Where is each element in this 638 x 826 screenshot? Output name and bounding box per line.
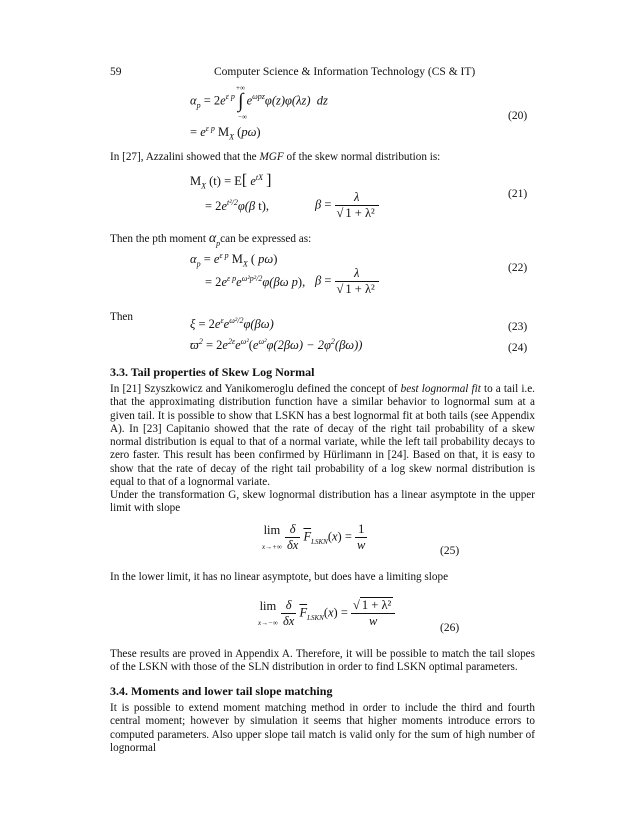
equation-23: $\xi = 2e^\varepsilon e^{\omega^2/2}\varphi(\beta\omega)$ xyxy=(190,316,274,332)
paragraph-lower-limit: In the lower limit, it has no linear asymptote, but does have a limiting slope xyxy=(110,571,449,583)
equation-20b: = $e^{\varepsilon p}$ $M_X$ (pω) xyxy=(190,124,261,142)
equation-22a: $\alpha_p = e^{\varepsilon p}$ $M_X$ ( pω) xyxy=(190,251,278,269)
equation-25: lim x→+∞ $\frac{\delta}{\delta x}$ $\overline{F}_{LSKN}(x)$ = $\frac{1}{w}$ xyxy=(262,522,366,552)
equation-number-25: (25) xyxy=(440,545,460,557)
text-run: In [27], Azzalini showed that the xyxy=(110,151,260,163)
integral-lower: −∞ xyxy=(238,113,247,121)
section-heading-3-4: 3.4. Moments and lower tail slope matching xyxy=(110,684,333,698)
equation-number-20: (20) xyxy=(508,110,528,122)
equation-number-22: (22) xyxy=(508,262,528,274)
text-run: In [21] Szyszkowicz and Yanikomeroglu defined the concept of xyxy=(110,383,401,395)
paragraph-tail-properties xyxy=(110,383,535,489)
equation-26: lim x→−∞ $\frac{\delta}{\delta x}$ $\overline{F}_{LSKN}(x)$ = $\frac{\text{√ 1 + λ²}}{w}$ xyxy=(258,598,395,629)
equation-21-beta: β = $\frac{\lambda}{\text{√ 1 + λ²}}$ xyxy=(315,190,379,221)
equation-21b: = $2e^{t^2/2}\varphi(\beta$ t), xyxy=(205,198,270,214)
paragraph-then: Then xyxy=(110,311,133,323)
section-heading-3-3: 3.3. Tail properties of Skew Log Normal xyxy=(110,365,315,379)
mgf-term: MGF xyxy=(259,151,284,163)
equation-number-23: (23) xyxy=(508,321,528,333)
paragraph-upper-limit: Under the transformation G, skew lognormal distribution has a linear asymptote in the upper limit with slope xyxy=(110,489,535,515)
equation-number-26: (26) xyxy=(440,622,460,634)
paragraph-moment-matching: It is possible to extend moment matching method in order to include the third and fourth central moment; however by simulation it seems that higher moments introduce errors to computed parameters. Also upper slope tail match is valid only for the sum of high number of lognormal xyxy=(110,702,535,754)
page-number: 59 xyxy=(110,66,122,78)
equation-24: $ϖ^2 = 2e^{2\varepsilon}e^{\omega^2}(e^{\omega^2}\varphi(2\beta\omega) - 2\varphi^2(\beta\omega))$ xyxy=(190,337,363,353)
equation-22b: = $2e^{\varepsilon p}e^{\omega^2p^2/2}\varphi(\beta\omega$ p), xyxy=(205,274,306,290)
text-run: to a tail i.e. that the approximating distribution function have a similar behavior to lognormal sum at a given tail. It is possible to show that LSKN has a best lognormal fit at both tails (see Appendix A). In [23] Capitanio showed that the rate of decay of the right tail probability of a skew normal distribution is equal to that of a normal variate, while the left tail probability decays to zero faster. This result has been confirmed by Hürlimann in [24]. Based on that, it is easy to show that the rate of decay of the right tail probability of a log skew normal distribution is equal to that of a lognormal variate. xyxy=(110,383,535,489)
equation-22-beta: β = $\frac{\lambda}{\text{√ 1 + λ²}}$ xyxy=(315,266,379,297)
best-lognormal-fit-term: best lognormal fit xyxy=(400,383,481,395)
paragraph-pth-moment: Then the pth moment $\alpha_pcan$ be expressed as: xyxy=(110,231,312,248)
equation-21a: $M_X$ (t) = E[ $e^{tX}$ ] xyxy=(190,172,272,191)
integral-icon: ∫ xyxy=(237,90,244,112)
paragraph-azzalini xyxy=(110,151,535,164)
equation-number-21: (21) xyxy=(508,188,528,200)
running-header: Computer Science & Information Technology (CS & IT) xyxy=(214,66,476,78)
text-run: of the skew normal distribution is: xyxy=(283,151,441,163)
equation-20a: $\alpha_p = 2e^{\varepsilon p}$ ∫ $e^{\omega pz}\varphi(z)\varphi(\lambda z)$ dz xyxy=(190,90,328,112)
text-run: Then the pth moment xyxy=(110,233,209,245)
integral-upper: +∞ xyxy=(236,84,245,92)
text-run: can be expressed as: xyxy=(220,233,312,245)
paragraph-appendix-a: These results are proved in Appendix A. Therefore, it will be possible to match the tail slopes of the LSKN with those of the SLN distribution in order to find LSKN optimal parameters. xyxy=(110,648,535,674)
equation-number-24: (24) xyxy=(508,342,528,354)
